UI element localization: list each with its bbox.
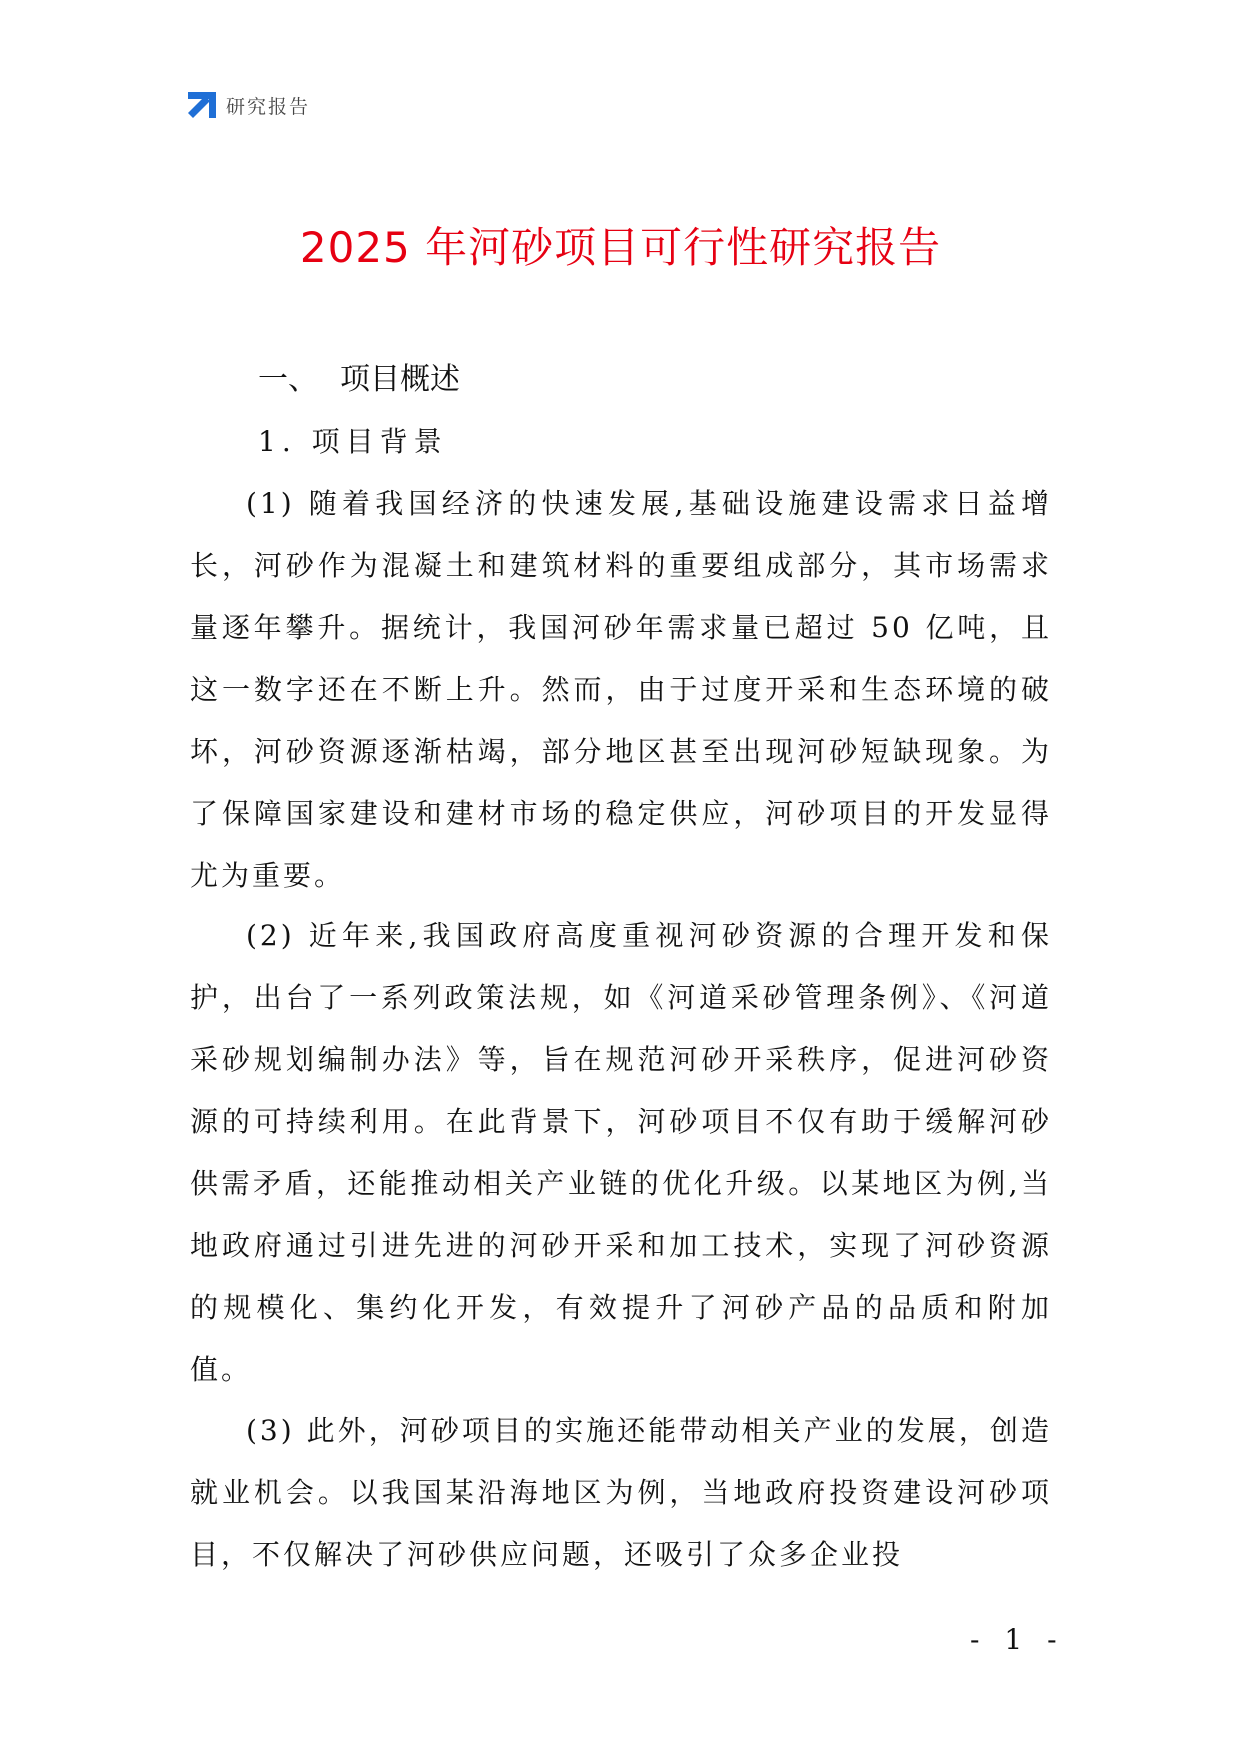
document-title: 2025 年河砂项目可行性研究报告	[299, 223, 942, 272]
paragraph-2: (2) 近年来,我国政府高度重视河砂资源的合理开发和保护，出台了一系列政策法规，如《河道采砂管理条例》、《河道采砂规划编制办法》等，旨在规范河砂开采秩序，促进河砂资源的可持续利用。在此背景下，河砂项目不仅有助于缓解河砂供需矛盾，还能推动相关产业链的优化升级。以某地区为例,当地政府通过引进先进的河砂开采和加工技术，实现了河砂资源的规模化、集约化开发，有效提升了河砂产品的品质和附加值。	[190, 919, 1052, 1386]
header-label: 研究报告	[226, 95, 311, 118]
section-number: 一、	[258, 362, 318, 397]
section-heading	[258, 360, 460, 400]
section-title: 项目概述	[340, 362, 460, 397]
paragraph-1: (1) 随着我国经济的快速发展,基础设施建设需求日益增长，河砂作为混凝土和建筑材料的重要组成部分，其市场需求量逐年攀升。据统计，我国河砂年需求量已超过 50 亿吨，且这一数字还在不断上升。然而，由于过度开采和生态环境的破坏，河砂资源逐渐枯竭，部分地区甚至出现河砂短缺现象。为了保障国家建设和建材市场的稳定供应，河砂项目的开发显得尤为重要。	[190, 487, 1052, 892]
subsection-heading: 1. 项目背景	[258, 425, 448, 458]
header	[188, 88, 310, 122]
page-number: - 1 -	[970, 1623, 1065, 1656]
paragraph-3: (3) 此外，河砂项目的实施还能带动相关产业的发展，创造就业机会。以我国某沿海地区为例，当地政府投资建设河砂项目，不仅解决了河砂供应问题，还吸引了众多企业投	[190, 1414, 1052, 1571]
arrow-up-right-icon	[188, 92, 216, 118]
